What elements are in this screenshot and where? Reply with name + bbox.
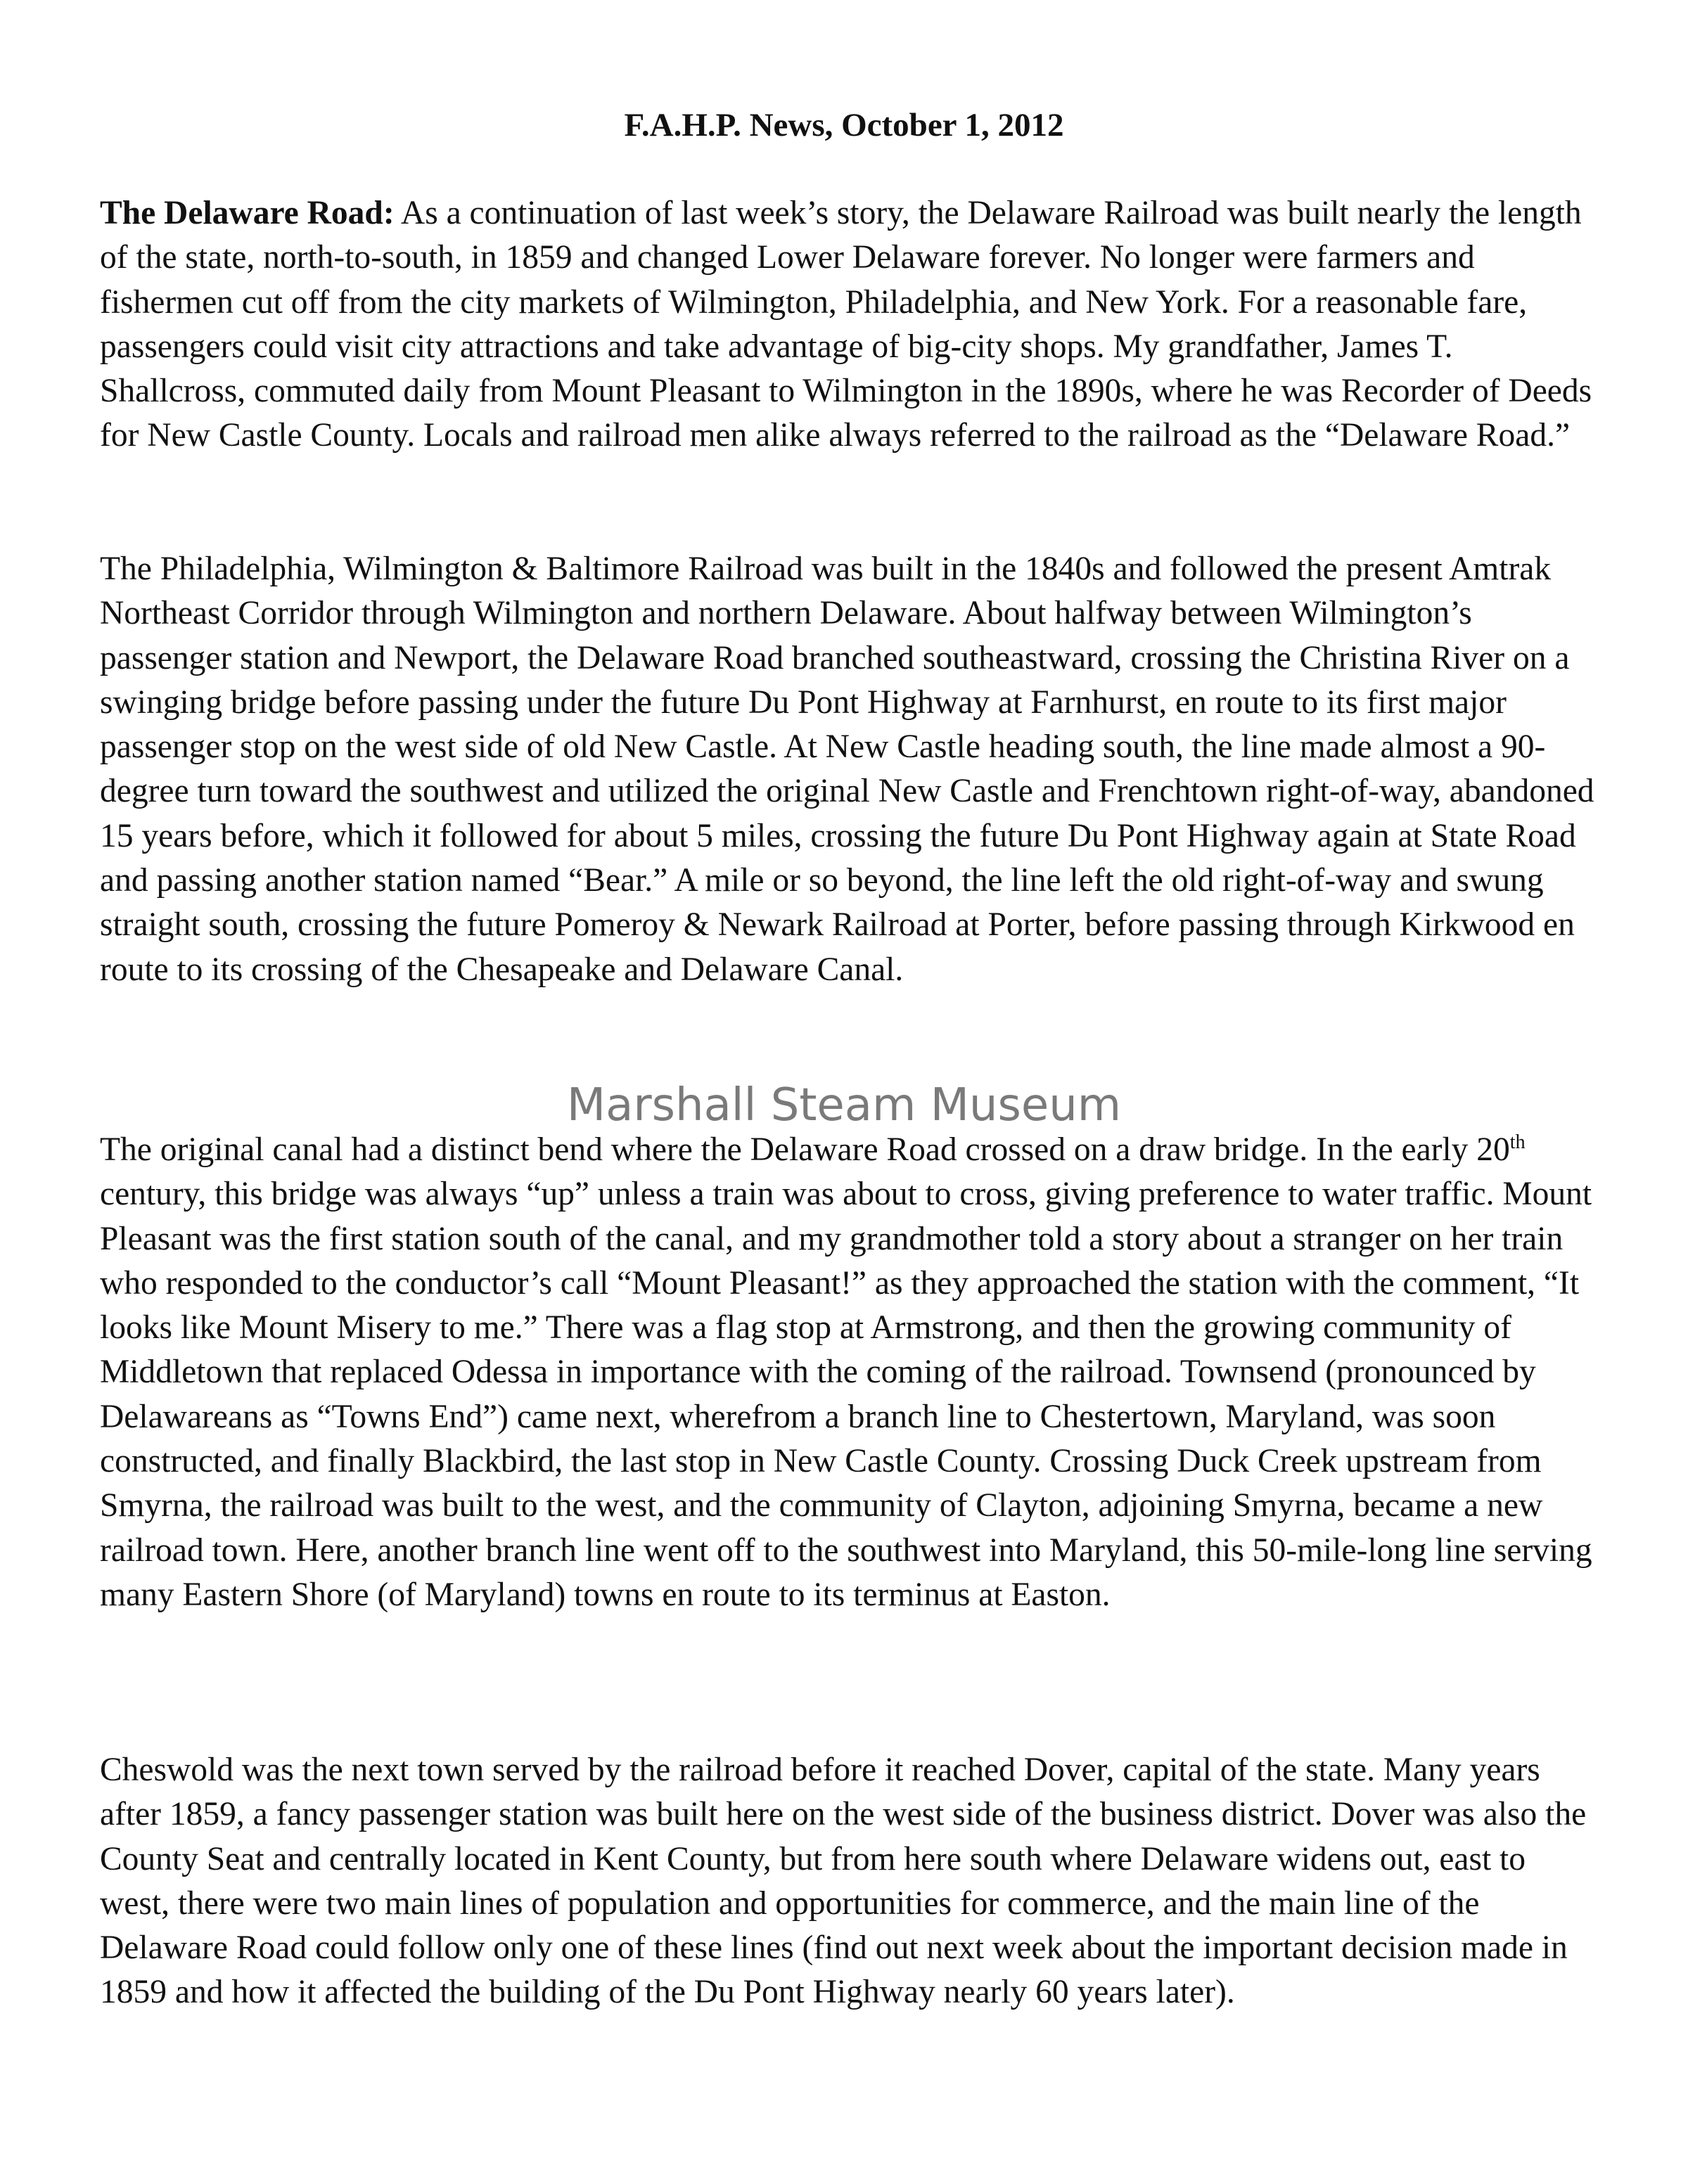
paragraph-text-after-sup: century, this bridge was always “up” unless a train was about to cross, giving preference to water traffic. Mount Pleasant was the first station south of the canal, and my grandmother told a story about a stranger on her train who responded to the conductor’s call “Mount Pleasant!” as they approached the station with the comment, “It looks like Mount Misery to me.” There was a flag stop at Armstrong, and then the growing community of Middletown that replaced Odessa in importance with the coming of the railroad. Townsend (pronounced by Delawareans as “Towns End”) came next, wherefrom a branch line to Chestertown, Maryland, was soon constructed, and finally Blackbird, the last stop in New Castle County. Crossing Duck Creek upstream from Smyrna, the railroad was built to the west, and the community of Clayton, adjoining Smyrna, became a new railroad town. Here, another branch line went off to the southwest into Maryland, this 50-mile-long line serving many Eastern Shore (of Maryland) towns en route to its terminus at Easton. (100, 1176, 1592, 1613)
document-title: F.A.H.P. News, October 1, 2012 (624, 107, 1064, 143)
paragraph-body-text: As a continuation of last week’s story, the Delaware Railroad was built nearly the length of the state, north-to-south, in 1859 and changed Lower Delaware forever. No longer were farmers and fishermen cut off from the city markets of Wilmington, Philadelphia, and New York. For a reasonable fare, passengers could visit city attractions and take advantage of big-city shops. My grandfather, James T. Shallcross, commuted daily from Mount Pleasant to Wilmington in the 1890s, where he was Recorder of Deeds for New Castle County. Locals and railroad men alike always referred to the railroad as the “Delaware Road.” (100, 195, 1592, 454)
paragraph-pwb-railroad: The Philadelphia, Wilmington & Baltimore Railroad was built in the 1840s and followed the present Amtrak Northeast Corridor through Wilmington and northern Delaware. About halfway between Wilmington’s passenger station and Newport, the Delaware Road branched southeastward, crossing the Christina River on a swinging bridge before passing under the future Du Pont Highway at Farnhurst, en route to its first major passenger stop on the west side of old New Castle. At New Castle heading south, the line made almost a 90-degree turn toward the southwest and utilized the original New Castle and Frenchtown right-of-way, abandoned 15 years before, which it followed for about 5 miles, crossing the future Du Pont Highway again at State Road and passing another station named “Bear.” A mile or so beyond, the line left the old right-of-way and swung straight south, crossing the future Pomeroy & Newark Railroad at Porter, before passing through Kirkwood en route to its crossing of the Chesapeake and Delaware Canal. (100, 551, 1594, 988)
paragraph-cheswold-dover: Cheswold was the next town served by the railroad before it reached Dover, capital of the state. Many years after 1859, a fancy passenger station was built here on the west side of the business district. Dover was also the County Seat and centrally located in Kent County, but from here south where Delaware widens out, east to west, there were two main lines of population and opportunities for commerce, and the main line of the Delaware Road could follow only one of these lines (find out next week about the important decision made in 1859 and how it affected the building of the Du Pont Highway nearly 60 years later). (100, 1752, 1587, 2011)
paragraph-canal-crossing (100, 1128, 1598, 1617)
paragraph-text-before-sup: The original canal had a distinct bend where the Delaware Road crossed on a draw bridge. In the early 20 (100, 1131, 1510, 1168)
paragraph-lead-heading: The Delaware Road: (100, 195, 395, 231)
museum-watermark: Marshall Steam Museum (566, 1079, 1122, 1131)
ordinal-superscript: th (1509, 1131, 1526, 1154)
paragraph-delaware-road (100, 191, 1598, 458)
